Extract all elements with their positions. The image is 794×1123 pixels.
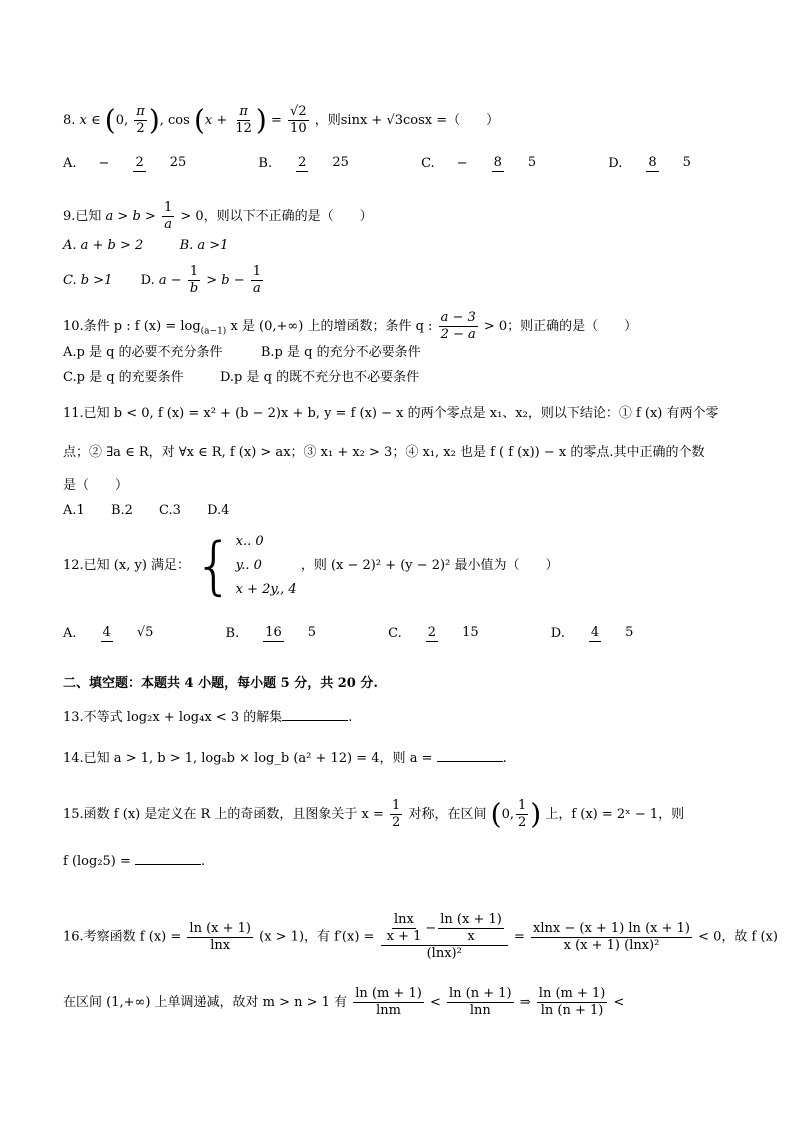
q15-answer-blank[interactable] <box>135 850 201 865</box>
q10-sub: (a−1) <box>200 326 227 337</box>
q9-options-row2 <box>63 264 265 297</box>
q9-one-over-a: $\frac{1}{a}$ <box>163 200 173 232</box>
q8-ask: ，则sinx + √3cosx =（ ） <box>314 113 500 128</box>
q15-expression: f (log₂5) = <box>63 854 131 869</box>
q12-option-d[interactable]: D. 4 5 <box>550 625 634 641</box>
q8-options <box>63 154 759 174</box>
q11-option-c[interactable]: C.3 <box>159 503 181 518</box>
question-13: 13.不等式 log₂x + log₄x < 3 的解集 . <box>63 706 352 728</box>
q8-x-plus: x + <box>204 113 228 128</box>
q11-line1: 11.已知 b < 0, f (x) = x² + (b − 2)x + b, y = f (x) − x 的两个零点是 x₁、x₂，则以下结论：① f (x) 有两个零 <box>63 406 719 421</box>
q16-f-def: $\frac{\ln (x + 1)}{\ln x}$ <box>189 920 251 953</box>
q12-constraint-3: x + 2y,, 4 <box>235 582 297 597</box>
q9-option-a[interactable]: A. a + b > 2 <box>63 238 144 253</box>
q9-option-c[interactable]: C. b >1 <box>63 273 113 288</box>
q8-option-d[interactable]: D. 8 5 <box>608 155 691 171</box>
q15-stem-a: 15.函数 f (x) 是定义在 R 上的奇函数，且图象关于 x = <box>63 807 384 822</box>
q13-answer-blank[interactable] <box>282 706 348 721</box>
q8-pi-over-12: $\frac{\pi}{12}$ <box>235 104 252 136</box>
q10-stem: 10.条件 p : f (x) = log <box>63 319 201 334</box>
q8-option-a[interactable]: A. − 2 25 <box>63 155 187 171</box>
q14-stem: 14.已知 a > 1, b > 1, logₐb × log_b (a² + 12) = 4，则 a = <box>63 751 433 766</box>
question-8: 8. x ∈ (0, $\frac{\pi}{2}$ ), cos (x + $\frac{\pi}{12}$ ) = $\frac{√2}{10}$ ，则sinx + √3cosx =（ ） <box>63 103 500 137</box>
question-16: 16.考察函数 f (x) = $\frac{\ln (x + 1)}{\ln x}$ (x > 1)，有 f′(x) = $\frac{\ln x}{x + 1}$ − $\frac{\ln (x + 1)}{x}$ (lnx)² = $\frac{xlnx - (x + 1) \ln (x + 1)}{\text{x (x + 1) (lnx)²}}$ < 0，故 f (x) <box>63 912 778 961</box>
q12-stem-a: 12.已知 (x, y) 满足： <box>63 558 191 573</box>
q9-options-row1 <box>63 236 228 256</box>
section-2-title: 二、填空题：本题共 4 小题，每小题 5 分，共 20 分. <box>63 676 378 691</box>
q11-option-b[interactable]: B.2 <box>110 503 133 518</box>
q15-line2: f (log₂5) = . <box>63 850 205 872</box>
q15-stem-b: 对称，在区间 <box>408 807 487 822</box>
q8-pi-over-2: $\frac{\pi}{2}$ <box>136 104 145 136</box>
q12-options <box>63 624 701 644</box>
question-9 <box>63 200 373 233</box>
q10-options-row2 <box>63 368 419 388</box>
q9-gt0: > 0 <box>180 209 204 224</box>
q8-sqrt2-over-10: $\frac{√2}{10}$ <box>290 104 307 136</box>
q11-option-a[interactable]: A.1 <box>63 503 85 518</box>
q12-constraint-2: y.. 0 <box>235 558 262 573</box>
q9-stem-a: 9.已知 <box>63 209 102 224</box>
question-12 <box>63 530 558 602</box>
q16-fprime: f′(x) = <box>334 929 375 945</box>
q10-tail: > 0；则正确的是（ ） <box>483 319 638 334</box>
question-number: 8. <box>63 113 76 128</box>
q10-fraction: $\frac{a - 3}{2 - a}$ <box>440 310 476 342</box>
q15-stem-d: 上，f (x) = 2ˣ − 1，则 <box>545 807 685 822</box>
q12-option-a[interactable]: A. 4 √5 <box>63 625 154 641</box>
q16-stem-a: 16.考察函数 f (x) = <box>63 929 182 945</box>
question-15: 15.函数 f (x) 是定义在 R 上的奇函数，且图象关于 x = $\frac{1}{2}$ 对称，在区间 (0, $\frac{1}{2}$ ) 上，f (x) = 2ˣ − 1，则 <box>63 797 685 831</box>
q8-equals: = <box>271 113 282 128</box>
q12-constraint-1: x.. 0 <box>235 534 264 549</box>
q15-half: $\frac{1}{2}$ <box>392 798 401 830</box>
q8-option-b[interactable]: B. 2 25 <box>258 155 349 171</box>
q16-stem-c: < 0，故 f (x) <box>698 929 778 945</box>
q10-option-d[interactable]: D.p 是 q 的既不充分也不必要条件 <box>219 370 420 385</box>
q16-line2: 在区间 (1,+∞) 上单调递减，故对 m > n > 1 有 $\frac{\ln (m + 1)}{\ln m}$ < $\frac{\ln (n + 1)}{\ln n}$ ⇒ $\frac{\ln (m + 1)}{\ln (n + 1)}$ < <box>63 986 625 1018</box>
q13-stem: 13.不等式 log₂x + log₄x < 3 的解集 <box>63 710 283 725</box>
q16-stem-b: (x > 1)，有 <box>259 929 331 945</box>
q12-option-c[interactable]: C. 2 15 <box>388 625 479 641</box>
q16-line2-text: 在区间 (1,+∞) 上单调递减，故对 m > n > 1 有 <box>63 995 348 1010</box>
q12-stem-b: ，则 (x − 2)² + (y − 2)² 最小值为（ ） <box>300 558 559 573</box>
q11-line3: 是（ ） <box>63 478 129 493</box>
q10-option-a[interactable]: A.p 是 q 的必要不充分条件 <box>63 345 223 360</box>
q10-options-row1 <box>63 343 421 363</box>
q12-option-b[interactable]: B. 16 5 <box>225 625 317 641</box>
q11-line2: 点；② ∃a ∈ R，对 ∀x ∈ R, f (x) > ax；③ x₁ + x₂ > 3；④ x₁, x₂ 也是 f ( f (x)) − x 的零点.其中正确的个数 <box>63 445 705 460</box>
q11-options <box>63 501 251 521</box>
q11-option-d[interactable]: D.4 <box>207 503 230 518</box>
q9-option-d[interactable]: D. a − $\frac{1}{b}$ > b − $\frac{1}{a}$ <box>140 264 262 296</box>
q16-derivative-simplified: $\frac{xlnx - (x + 1) \ln (x + 1)}{\text{x (x + 1) (lnx)²}}$ <box>533 920 690 953</box>
q8-cos: cos <box>168 113 190 128</box>
q10-option-b[interactable]: B.p 是 q 的充分不必要条件 <box>260 345 421 360</box>
q9-option-b[interactable]: B. a >1 <box>179 238 229 253</box>
q8-condition: x ∈ <box>79 113 101 128</box>
q14-answer-blank[interactable] <box>437 747 503 762</box>
q9-stem-b: ，则以下不正确的是（ ） <box>203 209 373 224</box>
q9-expr: a > b > <box>105 209 156 224</box>
q8-interval-left: 0, <box>115 113 129 128</box>
question-10 <box>63 310 637 343</box>
question-14: 14.已知 a > 1, b > 1, logₐb × log_b (a² + 12) = 4，则 a = . <box>63 747 507 769</box>
q10-mid: x 是 (0,+∞) 上的增函数；条件 q : <box>226 319 433 334</box>
q10-option-c[interactable]: C.p 是 q 的充要条件 <box>63 370 184 385</box>
q8-option-c[interactable]: C. − 8 5 <box>421 155 537 171</box>
q12-constraint-system: { x.. 0 y.. 0 x + 2y,, 4 <box>194 529 297 602</box>
q16-derivative-compound: $\frac{\ln x}{x + 1}$ − $\frac{\ln (x + 1)}{x}$ (lnx)² <box>381 912 508 962</box>
